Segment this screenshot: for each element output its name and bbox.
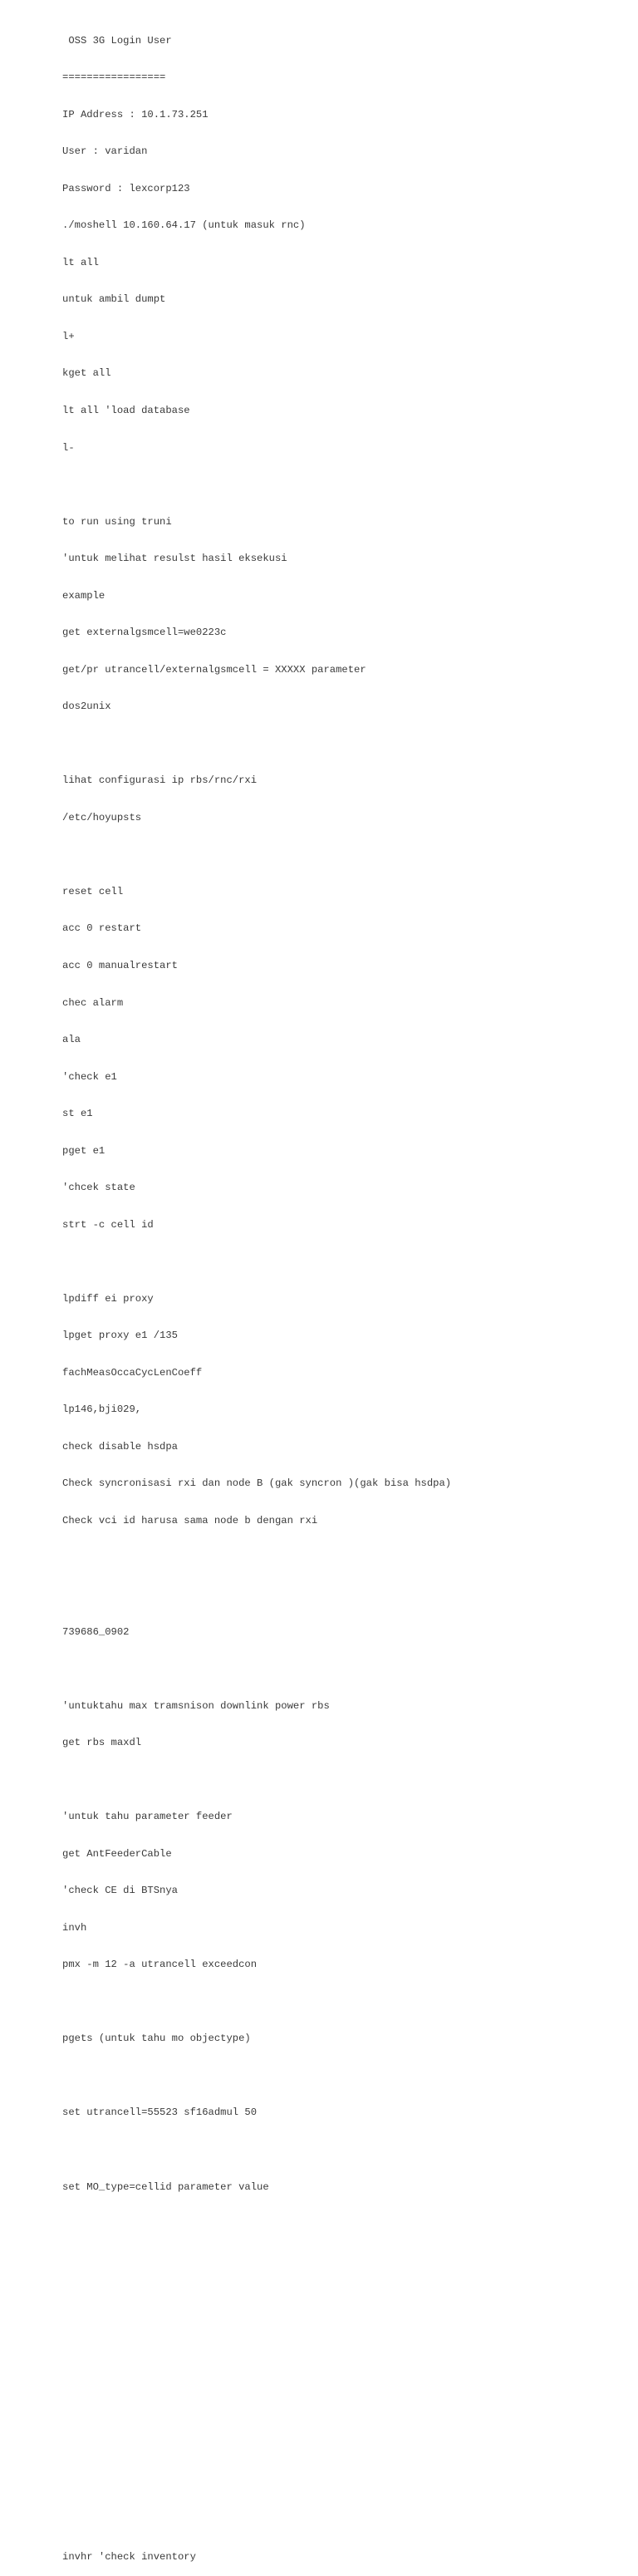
text-line: 'untuk melihat resulst hasil eksekusi (62, 553, 287, 565)
blank-line (62, 2329, 627, 2342)
text-line: set MO_type=cellid parameter value (62, 2180, 269, 2193)
text-line: get externalgsmcell=we0223c (62, 627, 227, 639)
text-line: IP Address : 10.1.73.251 (62, 108, 209, 120)
text-line: 739686_0902 (62, 1625, 130, 1638)
text-line: lihat configurasi ip rbs/rnc/rxi (62, 774, 258, 787)
text-line: ala (62, 1034, 81, 1046)
text-line: st e1 (62, 1108, 93, 1120)
title-underline: ================= (62, 71, 166, 84)
text-line: chec alarm (62, 996, 124, 1009)
text-line: 'untuktahu max tramsnison downlink power rbs (62, 1699, 330, 1712)
blank-line (62, 1589, 627, 1601)
blank-line (62, 1996, 627, 2008)
text-line: invhr 'check inventory (62, 2550, 196, 2563)
blank-line (62, 1663, 627, 1675)
text-line: pget e1 (62, 1144, 106, 1157)
blank-line (62, 2514, 627, 2526)
blank-line (62, 2440, 627, 2452)
document-title: OSS 3G Login User (62, 34, 172, 47)
text-line: example (62, 589, 106, 602)
text-line: lpdiff ei proxy (62, 1292, 154, 1305)
text-line: get rbs maxdl (62, 1737, 142, 1749)
text-line: lt all 'load database (62, 405, 190, 416)
text-line: strt -c cell id (62, 1218, 154, 1231)
text-line: 'check e1 (62, 1070, 117, 1083)
text-line: ./moshell 10.160.64.17 (untuk masuk rnc) (62, 219, 306, 232)
text-line: reset cell (62, 885, 124, 897)
text-line: Password : lexcorp123 (62, 182, 190, 194)
document-text (62, 10, 627, 2576)
text-line: acc 0 restart (62, 922, 142, 935)
text-line: User : varidan (62, 145, 148, 158)
blank-line (62, 738, 627, 750)
text-line: /etc/hoyupsts (62, 811, 142, 823)
blank-line (62, 1774, 627, 1787)
blank-line (62, 1551, 627, 1564)
text-line: lpget proxy e1 /135 (62, 1330, 178, 1342)
blank-line (62, 2255, 627, 2268)
text-line: Check vci id harusa sama node b dengan rxi (62, 1514, 318, 1526)
text-line: Check syncronisasi rxi dan node B (gak syncron )(gak bisa hsdpa) (62, 1477, 452, 1490)
text-line: dos2unix (62, 701, 111, 713)
text-line: invh (62, 1921, 87, 1934)
text-line: lt all (62, 256, 99, 268)
text-line: pgets (untuk tahu mo objectype) (62, 2033, 251, 2045)
blank-line (62, 479, 627, 491)
text-line: to run using truni (62, 515, 172, 528)
blank-line (62, 2292, 627, 2304)
text-line: acc 0 manualrestart (62, 959, 178, 971)
blank-line (62, 848, 627, 861)
text-line: kget all (62, 367, 111, 380)
text-line: 'check CE di BTSnya (62, 1885, 178, 1897)
blank-line (62, 2477, 627, 2490)
text-line: set utrancell=55523 sf16admul 50 (62, 2107, 258, 2119)
text-line: get AntFeederCable (62, 1847, 172, 1860)
text-line: get/pr utrancell/externalgsmcell = XXXXX parameter (62, 663, 366, 676)
text-line: 'chcek state (62, 1182, 135, 1194)
text-line: pmx -m 12 -a utrancell exceedcon (62, 1959, 258, 1971)
blank-line (62, 2218, 627, 2230)
text-line: lp146,bji029, (62, 1404, 142, 1416)
text-line: fachMeasOccaCycLenCoeff (62, 1366, 203, 1379)
text-line: 'untuk tahu parameter feeder (62, 1811, 233, 1823)
text-line: untuk ambil dumpt (62, 293, 166, 306)
blank-line (62, 1256, 627, 1268)
text-line: l- (62, 441, 75, 454)
text-line: l+ (62, 330, 75, 342)
text-line: check disable hsdpa (62, 1440, 178, 1453)
blank-line (62, 2403, 627, 2416)
blank-line (62, 2144, 627, 2156)
blank-line (62, 2366, 627, 2378)
blank-line (62, 2070, 627, 2082)
